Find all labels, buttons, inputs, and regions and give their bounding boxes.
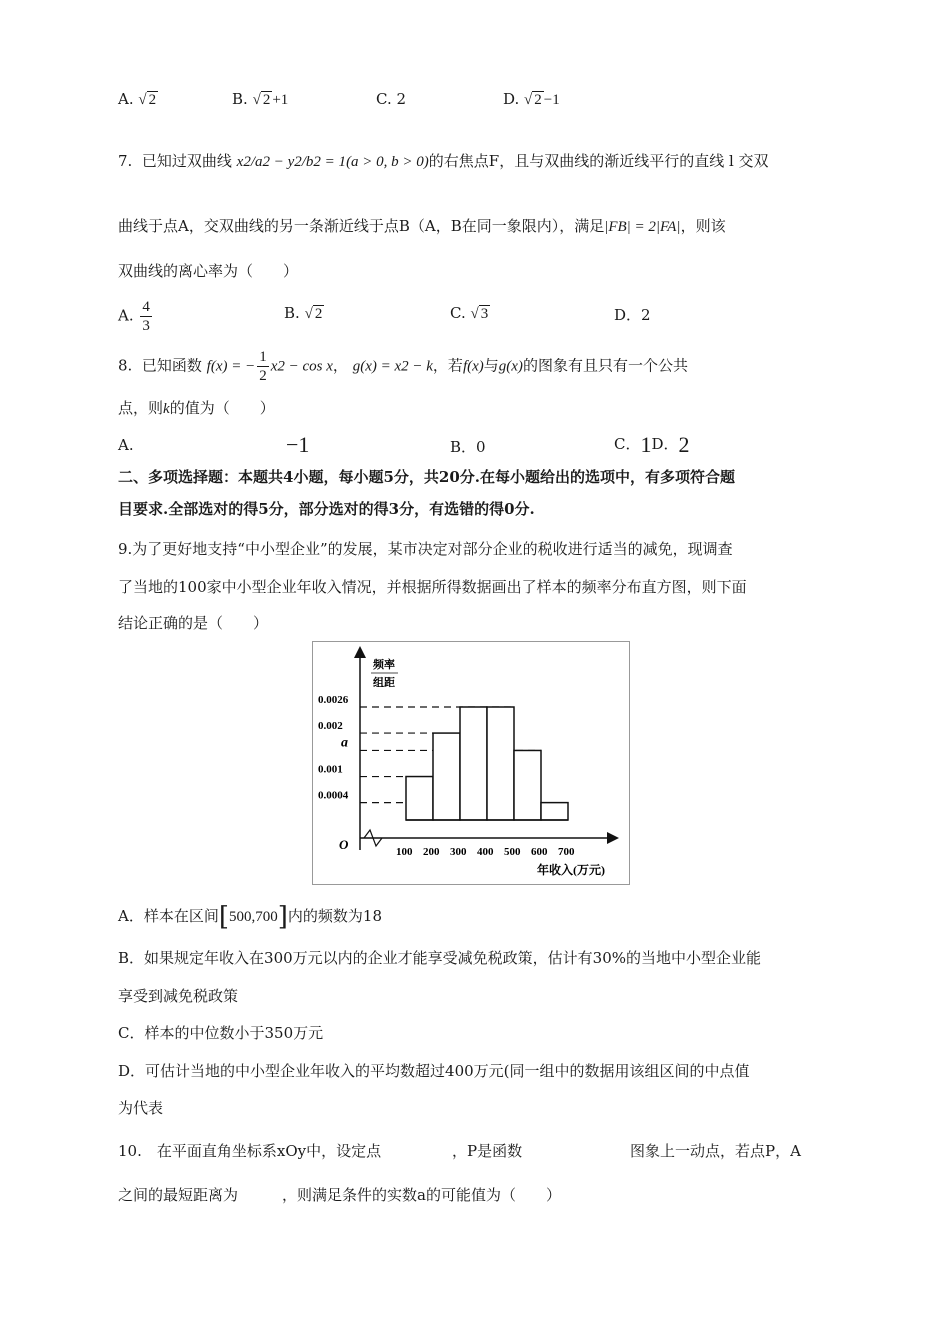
q6-option-b: B. √ 2 +1 [232, 90, 289, 108]
q9-option-d-line2: 为代表 [118, 1099, 164, 1117]
y-tick-label: a [341, 735, 348, 751]
y-label-bottom: 组距 [373, 677, 395, 689]
q9-line2: 了当地的100家中小型企业年收入情况，并根据所得数据画出了样本的频率分布直方图，则下面 [118, 578, 747, 596]
x-tick-label: 500 [504, 846, 521, 858]
histogram-bar-600-700 [541, 803, 568, 820]
q6-option-c: C. 2 [376, 90, 407, 108]
x-tick-label: 400 [477, 846, 494, 858]
histogram-bar-400-500 [487, 707, 514, 820]
histogram-bar-100-200 [406, 777, 433, 820]
q10-line2a: 之间的最短距离为 [118, 1186, 239, 1204]
histogram-chart [312, 641, 630, 885]
q9-option-b-line2: 享受到减免税政策 [118, 987, 239, 1005]
q10-line2b: ，则满足条件的实数a的可能值为（ ） [282, 1186, 561, 1204]
q7-line1: 7. 已知过双曲线 x2/a2 − y2/b2 = 1(a > 0, b > 0)的右焦点F，且与双曲线的渐近线平行的直线 l 交双 [118, 152, 769, 170]
x-tick-label: 100 [396, 846, 413, 858]
q10-line1a: 10. 在平面直角坐标系xOy中，设定点 [118, 1142, 382, 1160]
y-tick-label: 0.0004 [318, 789, 349, 802]
q9-option-c: C．样本的中位数小于350万元 [118, 1024, 324, 1042]
x-tick-label: 600 [531, 846, 548, 858]
q7-option-b: B. √ 2 [284, 304, 323, 322]
histogram-bar-500-600 [514, 750, 541, 820]
q7-option-d: D．2 [614, 306, 651, 324]
histogram-svg [313, 642, 629, 884]
q9-option-a: A．样本在区间[500,700]内的频数为18 [118, 902, 382, 932]
x-axis-label: 年收入(万元) [537, 863, 605, 877]
q8-line1: 8. 已知函数 f(x) = − $\frac{1}{2}$ x2 − cos x， g(x) = x2 − k，若f(x)与g(x)的图象有且只有一个公共 [118, 349, 688, 384]
section2-heading-line2: 目要求.全部选对的得5分，部分选对的得3分，有选错的得0分. [118, 500, 535, 518]
q9-option-d-line1: D．可估计当地的中小型企业年收入的平均数超过400万元(同一组中的数据用该组区间的中点值 [118, 1062, 750, 1080]
section2-heading-line1: 二、多项选择题：本题共4小题，每小题5分，共20分.在每小题给出的选项中，有多项符合题 [118, 468, 735, 486]
y-tick-label: 0.002 [318, 720, 343, 733]
q9-option-b-line1: B．如果规定年收入在300万元以内的企业才能享受减免税政策，估计有30%的当地中小型企业能 [118, 949, 761, 967]
q8-option-a: A. [118, 436, 134, 454]
q7-option-a: A. $\frac{4}{3}$ [118, 299, 150, 334]
q8-line2: 点，则k的值为（ ） [118, 399, 275, 417]
q6-option-a: A. √ 2 [118, 90, 157, 108]
x-tick-label: 700 [558, 846, 575, 858]
q9-line1: 9.为了更好地支持“中小型企业”的发展，某市决定对部分企业的税收进行适当的减免，现调查 [118, 540, 733, 558]
q6-option-d: D. √ 2 −1 [503, 90, 560, 108]
histogram-bar-300-400 [460, 707, 487, 820]
q9-line3: 结论正确的是（ ） [118, 614, 269, 632]
q8-option-b: B．0 [450, 438, 486, 456]
y-label-top: 频率 [373, 659, 395, 671]
q7-line3: 双曲线的离心率为（ ） [118, 262, 299, 280]
x-tick-label: 200 [423, 846, 440, 858]
q8-option-a-value: −1 [286, 432, 310, 457]
origin-label: O [339, 837, 349, 852]
q10-line1c: 图象上一动点，若点P，A [630, 1142, 801, 1160]
q8-option-c-d: C．1D．2 [614, 432, 690, 457]
y-tick-label: 0.001 [318, 763, 343, 776]
q7-line2: 曲线于点A，交双曲线的另一条渐近线于点B（A，B在同一象限内），满足|FB| = 2|FA|，则该 [118, 217, 726, 235]
q7-option-c: C. √ 3 [450, 304, 489, 322]
histogram-bar-200-300 [433, 733, 460, 820]
y-tick-label: 0.0026 [318, 694, 349, 706]
q10-line1b: ，P是函数 [452, 1142, 523, 1160]
x-tick-label: 300 [450, 846, 467, 858]
